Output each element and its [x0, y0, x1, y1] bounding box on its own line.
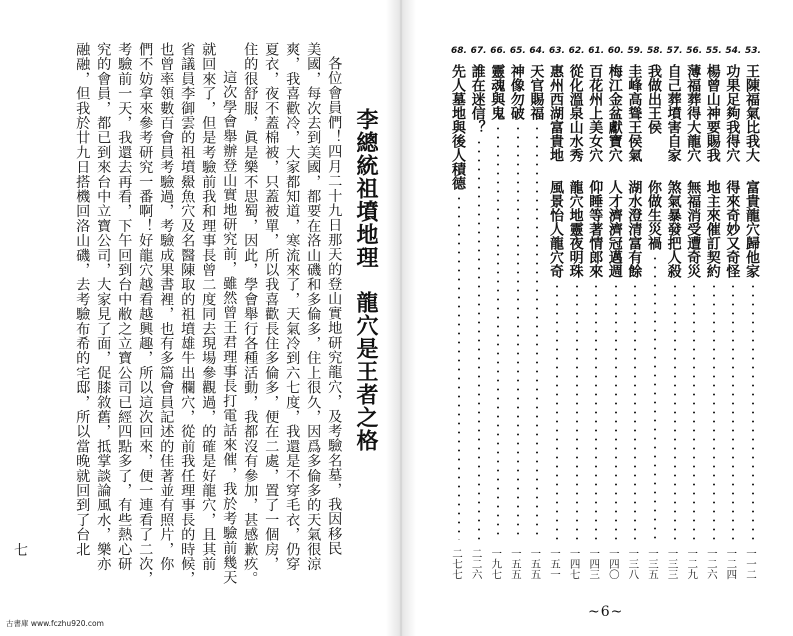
toc-entry-title: 梅江金盆獻寶穴 — [606, 64, 623, 162]
toc-leader-dots — [713, 282, 715, 540]
toc-entry-subtitle: 富貴龍穴歸他家 — [744, 180, 760, 278]
toc-entry — [666, 0, 684, 600]
toc-entry-title: 百花州上美女穴 — [587, 64, 604, 162]
toc-entry — [685, 0, 703, 600]
toc-entry — [626, 0, 644, 600]
toc-entry-number: 55. — [705, 46, 722, 56]
toc-entry-title: 誰在迷信？ — [469, 64, 486, 134]
toc-entry-title: 圭峰高聳王侯氣 — [626, 64, 643, 162]
chapter-title-sub: 龍穴是王者之格 — [353, 291, 379, 452]
watermark-text: 古書庫 www.fczhu920.com — [6, 619, 104, 628]
toc-entry-subtitle: 無福消受遭奇災 — [685, 180, 702, 278]
body-line: 省議員李御雲的祖墳鱟魚穴及名醫陳取的祖墳雄牛出欄穴，從前我任理事長的時候， — [179, 42, 196, 586]
toc-entry-page: 一二六 — [705, 548, 718, 580]
toc-entry-page: 一四〇 — [607, 548, 620, 580]
toc-leader-dots — [634, 282, 636, 540]
toc-leader-dots — [595, 282, 597, 540]
toc-leader-dots — [654, 254, 656, 540]
toc-entry-page: 一九七 — [490, 548, 503, 580]
left-page-number: 七 — [14, 543, 28, 559]
toc-entry-subtitle: 龍穴地靈夜明珠 — [567, 180, 584, 278]
toc-entry-page: 一三五 — [647, 548, 660, 580]
toc-entry-number: 66. — [490, 46, 507, 56]
toc-entry-number: 63. — [549, 46, 565, 56]
toc-entry-page: 一五一 — [549, 548, 562, 580]
toc-entry-number: 53. — [745, 46, 761, 56]
body-line: 住的很舒服，眞是樂不思蜀，因此，學會舉行各種活動，我都沒有參加，甚感歉疚。 — [242, 42, 259, 586]
toc-entry-title: 自己葬墳害自家 — [665, 64, 682, 162]
body-line: 就回來了，但是考驗前我和理事長曾二度同去現場參觀過，的確是好龍穴，且其前 — [200, 42, 217, 572]
body-line: 考驗前一天，我還去再看，下午回到台中敝之立寶公司已經四點多了，有些熱心研 — [116, 42, 133, 572]
toc-entry-subtitle: 得來奇妙又奇怪 — [724, 180, 741, 278]
body-line: 融融，但我於廿九日搭機回洛山磯，去考驗布希的宅邸，所以當晚就回到了台北 — [74, 42, 91, 557]
toc-entry-page: 一五五 — [529, 548, 542, 580]
toc-entry-number: 65. — [509, 46, 526, 56]
toc-entry-page: 一二九 — [686, 548, 699, 580]
toc-entry-page: 一二四 — [725, 548, 738, 580]
toc-entry-number: 67. — [470, 46, 487, 56]
toc-entry-page: 一三三 — [666, 548, 679, 580]
toc-entry-page: 一三八 — [627, 548, 640, 580]
chapter-title-main: 李總統祖墳地理 — [353, 108, 379, 269]
toc-entry — [607, 0, 625, 600]
toc-leader-dots — [674, 282, 676, 540]
toc-entry-title: 惠州西湖富貴地 — [548, 64, 564, 162]
toc-entry — [450, 0, 468, 600]
body-line: 爽，我喜歡冷，大家都知道，寒流來了，天氣冷到六七度，我還是不穿毛衣，仍穿 — [284, 42, 301, 572]
toc-entry-title: 薄福葬得大龍穴 — [685, 64, 702, 162]
toc-entry-subtitle: 你做生災禍 — [646, 180, 662, 250]
toc-entry-title: 功果足夠我得穴 — [724, 64, 741, 162]
toc-leader-dots — [556, 282, 558, 540]
toc-entry-number: 60. — [607, 46, 624, 56]
toc-entry-number: 57. — [666, 46, 683, 56]
toc-entry-page: 一四七 — [568, 548, 581, 580]
body-line: 美國，每次去到美國，都要在洛山磯和多倫多，住上很久，因爲多倫多的天氣很涼 — [305, 42, 322, 572]
toc-entry-number: 59. — [627, 46, 644, 56]
toc-entry-page: 一四三 — [588, 548, 601, 580]
toc-entry-title: 神像勿破 — [508, 64, 525, 120]
toc-entry-subtitle: 人才濟濟冠邁週 — [606, 180, 623, 278]
toc-entry — [548, 0, 566, 600]
toc-entry — [587, 0, 605, 600]
toc-leader-dots — [497, 124, 499, 540]
body-line: 各位會員們！四月二十九日那天的登山實地研究龍穴，及考驗名墓，我因移民 — [326, 56, 343, 556]
toc-entry-title: 先人墓地與後人積德 — [450, 64, 466, 190]
toc-entry-title: 天官賜福 — [528, 64, 545, 120]
toc-entry-page: 一五五 — [509, 548, 522, 580]
toc-entry — [568, 0, 586, 600]
toc-entry-number: 68. — [451, 46, 467, 56]
toc-entry-title: 我做出王侯 — [646, 64, 662, 134]
body-line: 究的會員，都已到來台中立寶公司，大家見了面，促膝敘舊，抵掌談論風水，樂亦 — [95, 42, 112, 572]
toc-leader-dots — [615, 282, 617, 540]
toc-entry-subtitle: 仰睡等著情郎來 — [587, 180, 604, 278]
toc-entry — [724, 0, 742, 600]
toc-entry-subtitle: 湖水澄清富有餘 — [626, 180, 643, 278]
body-line: 這次學會舉辦登山實地研究前，雖然曾王君理事長打電話來催，我於考驗前幾天 — [221, 70, 238, 585]
toc-entry-page: 一一二 — [745, 548, 758, 580]
toc-entry — [489, 0, 507, 600]
toc-entry-subtitle: 風景怡人龍穴奇 — [548, 180, 564, 278]
book-gutter — [386, 0, 416, 636]
toc-leader-dots — [478, 138, 480, 540]
toc-leader-dots — [693, 282, 695, 540]
toc-entry-page: 二七七 — [451, 548, 464, 580]
right-page-number: ~6~ — [588, 604, 624, 620]
toc-leader-dots — [536, 124, 538, 540]
body-line: 們不妨拿來參考研究一番啊！好龍穴越看越興趣，所以這次回來，便一連看了二次， — [137, 42, 154, 586]
toc-entry-title: 靈魂與鬼 — [489, 64, 506, 120]
toc-leader-dots — [458, 194, 460, 540]
toc-entry-title: 王陳福氣比我大 — [744, 64, 760, 162]
toc-leader-dots — [752, 282, 754, 540]
toc-entry — [509, 0, 527, 600]
toc-entry — [744, 0, 762, 600]
toc-entry — [705, 0, 723, 600]
toc-leader-dots — [576, 282, 578, 540]
toc-entry — [470, 0, 488, 600]
toc-entry-number: 58. — [647, 46, 663, 56]
toc-entry — [646, 0, 664, 600]
toc-entry-number: 62. — [568, 46, 585, 56]
toc-entry-title: 從化溫泉山水秀 — [567, 64, 584, 162]
body-line: 也曾率領數百會員考驗過，考驗成果書裡，也有多篇會員記述的佳著並有照片，你 — [158, 42, 175, 572]
toc-entry-number: 54. — [725, 46, 742, 56]
toc-entry — [528, 0, 546, 600]
toc-entry-number: 56. — [686, 46, 703, 56]
toc-leader-dots — [517, 124, 519, 540]
chapter-title — [355, 108, 377, 452]
toc-leader-dots — [732, 282, 734, 540]
toc-entry-number: 64. — [529, 46, 546, 56]
body-line: 夏衣，夜不蓋棉被，只蓋被單，所以我喜歡長住多倫多，便在二處，置了一個房， — [263, 42, 280, 572]
toc-entry-number: 61. — [588, 46, 605, 56]
toc-entry-title: 楊曾山神要賜我 — [704, 64, 721, 162]
toc-entry-page: 二二六 — [470, 548, 483, 580]
toc-entry-subtitle: 地主來催訂契約 — [704, 180, 721, 278]
toc-entry-subtitle: 煞氣暴發把人殺 — [665, 180, 682, 278]
